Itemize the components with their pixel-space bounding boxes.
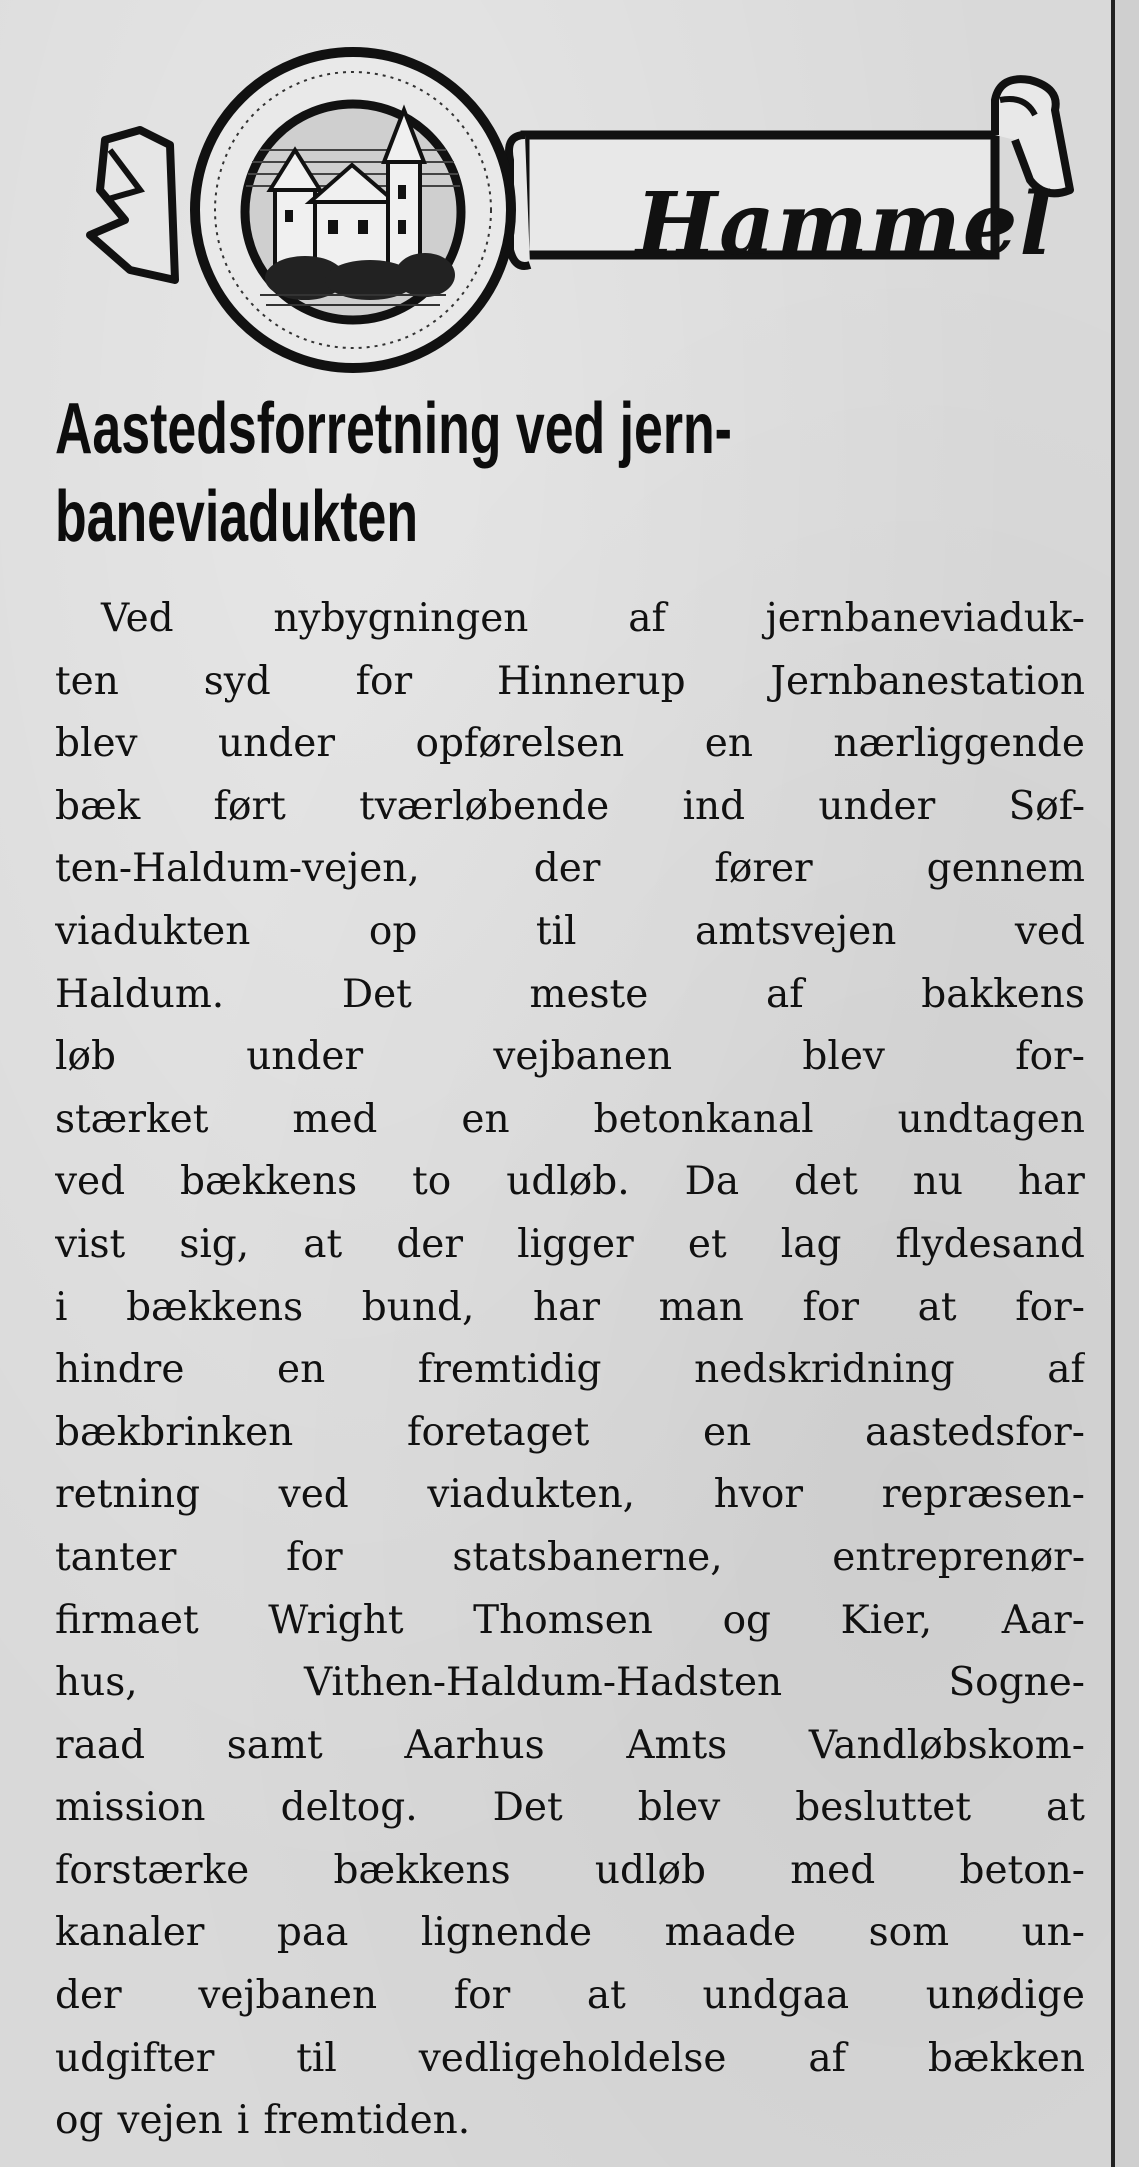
- column-rule: [1111, 0, 1115, 2167]
- article-word: tværløbende: [359, 783, 610, 829]
- article-word: og: [722, 1597, 772, 1643]
- article-word: for: [355, 658, 413, 704]
- article-word: har: [532, 1284, 600, 1330]
- article-word: viadukten,: [427, 1472, 636, 1518]
- article-line: [55, 651, 1085, 714]
- article-word: i: [236, 2098, 250, 2144]
- article-word: hindre: [55, 1347, 185, 1393]
- article-word: to: [412, 1159, 452, 1205]
- article-word: med: [790, 1847, 876, 1893]
- article-word: under: [218, 721, 335, 767]
- article-word: viadukten: [55, 908, 251, 954]
- article-word: et: [687, 1221, 727, 1267]
- article-word: deltog.: [280, 1785, 418, 1831]
- article-word: en: [704, 721, 753, 767]
- article-word: bæk: [55, 783, 141, 829]
- article-line: [55, 1965, 1085, 2028]
- article-word: ten: [55, 658, 119, 704]
- article-word: udløb: [594, 1847, 706, 1893]
- article-word: af: [765, 971, 804, 1017]
- article-word: besluttet: [795, 1785, 972, 1831]
- article-word: Søf-: [1008, 783, 1085, 829]
- article-word: udgifter: [55, 2035, 215, 2081]
- article-line: [55, 2028, 1085, 2091]
- article-word: og: [55, 2098, 104, 2144]
- article-word: hus,: [55, 1660, 138, 1706]
- article-word: Da: [684, 1159, 740, 1205]
- article-line: [55, 588, 1085, 651]
- masthead: [70, 40, 1080, 380]
- article-word: af: [1047, 1347, 1085, 1393]
- article-word: nærliggende: [833, 721, 1085, 767]
- headline-line-1: Aastedsforretning ved jern-: [55, 389, 732, 469]
- article-word: der: [396, 1221, 464, 1267]
- article-line: [55, 1715, 1085, 1778]
- article-word: bækbrinken: [55, 1409, 294, 1455]
- article-word: vejbanen: [493, 1034, 673, 1080]
- article-word: fører: [714, 846, 813, 892]
- article-word: amtsvejen: [695, 908, 897, 954]
- article-word: foretaget: [407, 1409, 590, 1455]
- article-word: op: [368, 908, 418, 954]
- article-word: ved: [278, 1472, 349, 1518]
- article-word: der: [533, 846, 601, 892]
- article-word: ten-Haldum-vejen,: [55, 846, 420, 892]
- article-word: forstærke: [55, 1847, 250, 1893]
- article-word: Aarhus: [404, 1722, 545, 1768]
- article-line: [55, 1464, 1085, 1527]
- article-word: Amts: [626, 1722, 728, 1768]
- article-word: Ved: [101, 596, 174, 641]
- article-line: [55, 1026, 1085, 1089]
- article-word: beton-: [959, 1847, 1085, 1893]
- article-word: bækken: [927, 2035, 1085, 2081]
- article-word: af: [628, 596, 666, 641]
- article-word: meste: [529, 971, 649, 1017]
- article-word: til: [296, 2035, 337, 2081]
- article-word: en: [703, 1409, 752, 1455]
- article-word: hvor: [713, 1472, 803, 1518]
- article-word: sig,: [179, 1221, 250, 1267]
- article-word: Kier,: [840, 1597, 933, 1643]
- article-word: en: [461, 1096, 510, 1142]
- article-word: stærket: [55, 1096, 209, 1142]
- article-word: undtagen: [897, 1096, 1085, 1142]
- article-word: firmaet: [55, 1597, 199, 1643]
- article-word: ligger: [517, 1221, 634, 1267]
- article-word: Det: [492, 1785, 563, 1831]
- article-line: [55, 2090, 1085, 2153]
- article-word: man: [658, 1284, 744, 1330]
- article-word: fremtiden.: [263, 2098, 471, 2144]
- article-line: [55, 838, 1085, 901]
- article-word: lignende: [420, 1910, 593, 1956]
- article-word: af: [808, 2035, 847, 2081]
- article-word: bækkens: [333, 1847, 511, 1893]
- article-word: under: [246, 1034, 364, 1080]
- article-word: gennem: [926, 846, 1085, 892]
- article-line: [55, 901, 1085, 964]
- article-line: [55, 1840, 1085, 1903]
- headline-line-2: baneviadukten: [55, 477, 418, 557]
- article-word: Jernbanestation: [770, 658, 1085, 704]
- article-word: Haldum.: [55, 971, 225, 1017]
- article-line: [55, 1089, 1085, 1152]
- article-word: til: [535, 908, 577, 954]
- article-word: tanter: [55, 1534, 177, 1580]
- article-word: det: [794, 1159, 858, 1205]
- article-word: at: [303, 1221, 343, 1267]
- article-word: maade: [664, 1910, 797, 1956]
- article-word: jernbaneviaduk-: [765, 596, 1085, 641]
- article-word: undgaa: [702, 1973, 850, 2019]
- article-word: nu: [912, 1159, 963, 1205]
- article-word: udløb.: [506, 1159, 630, 1205]
- article-word: paa: [276, 1910, 349, 1956]
- article-word: Aar-: [1001, 1597, 1085, 1643]
- article-word: ved: [55, 1159, 126, 1205]
- article-word: for-: [1015, 1034, 1085, 1080]
- article-word: Wright: [268, 1597, 404, 1643]
- article-word: syd: [203, 658, 271, 704]
- article-line: [55, 1527, 1085, 1590]
- article-line: [55, 1277, 1085, 1340]
- article-word: Sogne-: [948, 1660, 1085, 1706]
- article-word: aastedsfor-: [864, 1409, 1085, 1455]
- article-word: samt: [226, 1722, 323, 1768]
- article-word: med: [292, 1096, 378, 1142]
- masthead-title: Hammel: [635, 174, 1055, 275]
- article-word: blev: [637, 1785, 721, 1831]
- article-word: lag: [780, 1221, 842, 1267]
- article-line: [55, 1339, 1085, 1402]
- article-word: unødige: [925, 1973, 1085, 2019]
- article-word: at: [1046, 1785, 1085, 1831]
- article-word: nedskridning: [694, 1347, 955, 1393]
- article-word: Hinnerup: [497, 658, 686, 704]
- article-word: ført: [213, 783, 286, 829]
- article-word: bakkens: [921, 971, 1085, 1017]
- article-word: Vithen-Haldum-Hadsten: [303, 1660, 783, 1706]
- article-line: [55, 1652, 1085, 1715]
- article-word: opførelsen: [415, 721, 625, 767]
- article-word: bækkens: [126, 1284, 304, 1330]
- article-word: Det: [341, 971, 412, 1017]
- headline: [55, 385, 797, 561]
- article-word: i: [55, 1284, 68, 1330]
- article-word: ved: [1014, 908, 1085, 954]
- article-line: [55, 1902, 1085, 1965]
- article-word: un-: [1021, 1910, 1085, 1956]
- article-word: mission: [55, 1785, 206, 1831]
- adjacent-column-edge: [1115, 0, 1139, 2167]
- article-word: har: [1017, 1159, 1085, 1205]
- article-line: [55, 1590, 1085, 1653]
- article-word: bækkens: [180, 1159, 358, 1205]
- article-word: vedligeholdelse: [418, 2035, 727, 2081]
- article-word: vejbanen: [198, 1973, 378, 2019]
- article-word: betonkanal: [593, 1096, 814, 1142]
- article-word: for: [453, 1973, 511, 2019]
- article-line: [55, 1402, 1085, 1465]
- article-word: Thomsen: [473, 1597, 653, 1643]
- article-line: [55, 1214, 1085, 1277]
- article-word: at: [586, 1973, 626, 2019]
- article-line: [55, 713, 1085, 776]
- article-word: bund,: [361, 1284, 475, 1330]
- article-word: for: [802, 1284, 860, 1330]
- article-word: kanaler: [55, 1910, 205, 1956]
- article-word: blev: [55, 721, 138, 767]
- article-word: for: [286, 1534, 343, 1580]
- article-line: [55, 776, 1085, 839]
- article-word: nybygningen: [273, 596, 529, 641]
- article-line: [55, 964, 1085, 1027]
- article-word: statsbanerne,: [452, 1534, 723, 1580]
- article-word: flydesand: [895, 1221, 1085, 1267]
- article-word: ind: [682, 783, 746, 829]
- article-line: [55, 1151, 1085, 1214]
- article-word: Vandløbskom-: [808, 1722, 1085, 1768]
- article-line: [55, 1777, 1085, 1840]
- article-word: en: [277, 1347, 326, 1393]
- article-word: at: [917, 1284, 957, 1330]
- article-word: fremtidig: [417, 1347, 602, 1393]
- article-word: repræsen-: [881, 1472, 1085, 1518]
- article-word: vejen: [117, 2098, 223, 2144]
- article-word: blev: [802, 1034, 885, 1080]
- article-word: løb: [55, 1034, 116, 1080]
- article-word: raad: [55, 1722, 146, 1768]
- article-word: der: [55, 1973, 122, 2019]
- article-word: vist: [55, 1221, 126, 1267]
- article-word: som: [868, 1910, 950, 1956]
- article-word: retning: [55, 1472, 201, 1518]
- article-word: for-: [1015, 1284, 1085, 1330]
- article-body: [55, 588, 1085, 2153]
- article-word: entreprenør-: [832, 1534, 1085, 1580]
- article-word: under: [818, 783, 936, 829]
